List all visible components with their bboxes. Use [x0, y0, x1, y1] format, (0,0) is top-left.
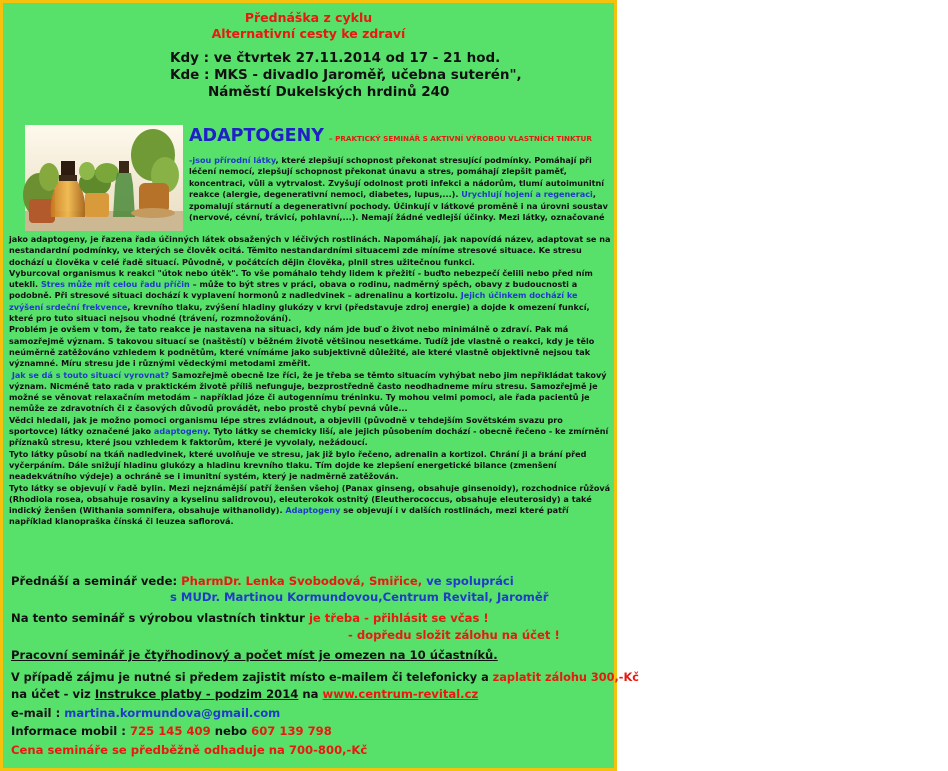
registration-line	[11, 611, 611, 626]
intro-paragraph	[189, 155, 613, 223]
registration-signup: je třeba - přihlásit se včas !	[308, 611, 489, 625]
booking-line	[11, 670, 639, 685]
payment-line	[11, 687, 611, 702]
article-body	[9, 234, 613, 528]
paragraph-7	[9, 483, 613, 528]
p2-highlight-1: Stres může mít celou řadu příčin	[40, 279, 190, 290]
p2-text-c: , krevního tlaku, zvýšení hladiny glukózy v krvi (představuje zdroj energie) a dojde k omezení funkcí, které pro tuto situaci nejsou vhodné (trávení, rozmnožování).	[9, 301, 590, 324]
paragraph-1: jako adaptogeny, je řazena řada účinných látek obsažených v léčivých rostlinách. Napomáhají, jak napovídá název, adaptovat se na nestandardní podmínky, ve kterých se člověk ocitá. Těmito nestandardními situacemi zde míníme stresové situace. Ke stresu dochází u člověka v celé řadě situací. Původně, v počátcích dějin člověka, plnil stres užitečnou funkci.	[9, 234, 611, 267]
registration-deposit: - dopředu složit zálohu na účet !	[348, 628, 560, 642]
lecturer-line	[11, 574, 611, 589]
herbal-tinctures-photo	[25, 125, 183, 231]
registration-text: Na tento seminář s výrobou vlastních tinktur	[11, 611, 309, 625]
p2-highlight-2: Jejich účinkem dochází ke zvýšení srdeční frekvence	[9, 290, 578, 312]
p7-text-b: se objevují i v dalších rostlinách, mezi které patří například klanopraška čínská či leuzea saflorová.	[9, 505, 569, 527]
p7-text-a: Tyto látky se objevují v řadě bylin. Mezi nejznámější patří ženšen všehoj (Panax ginseng, obsahuje ginsenoidy), rozchodnice růžová (Rhodiola rosea, obsahuje rosaviny a kyselinu salidrovou), eleuterokok ostnitý (Eleutherococcus, obsahuje eleuterosidy) a také indický ženšen (Withania somnifera, obsahuje withanolidy).	[9, 482, 611, 516]
article-heading	[189, 126, 617, 146]
paragraph-6: Tyto látky působí na tkáň nadledvinek, které uvolňuje ve stresu, jak již bylo řečeno, adrenalin a kortizol. Chrání ji a brání před vyčerpáním. Dále snižují hladinu glukózy a hladinu krevního tlaku. Tím dojde ke zlepšení energetické bilance (zmenšení neadekvátního výdeje) a ochráně se i imunitní systém, který je nadměrně zatěžován.	[9, 448, 587, 482]
email-link[interactable]: martina.kormundova@gmail.com	[64, 706, 281, 720]
phone-label: Informace mobil :	[11, 724, 130, 738]
p7-highlight: Adaptogeny	[285, 505, 341, 516]
phone-1[interactable]: 725 145 409	[129, 724, 211, 738]
p5-text-b: . Tyto látky se chemicky liší, ale jejich působením dochází - obecně řečeno - ke zmírnění příznaků stresu, které jsou vzhledem k faktorům, které je vyvolaly, nežádoucí.	[9, 426, 609, 448]
phone-2[interactable]: 607 139 798	[251, 724, 332, 738]
p5-highlight: adaptogeny	[153, 426, 208, 437]
p2-text-b: – může to být stres v práci, obava o rodinu, nadměrný spěch, obavy z budoucnosti a podobně. Při stresové situaci dochází k vyplavení hormonů z nadledvinek – adrenalinu a kortizolu.	[9, 279, 578, 301]
booking-deposit: zaplatit zálohu 300,-Kč	[492, 671, 639, 684]
paragraph-2	[9, 268, 613, 324]
lecturer-name: PharmDr. Lenka Svobodová, Smiřice,	[181, 574, 427, 588]
paragraph-5	[9, 415, 613, 449]
p4-text: Samozřejmě obecně lze říci, že je třeba se těmto situacím vyhýbat nebo jim nepřikládat takový význam. Nicméně tato rada v praktickém životě příliš nefunguje, bezprostředně často neodhadneme míru stresu. Samozřejmě je možné se věnovat relaxačním metodám – například józe či autogennímu tréninku. Ty mohou velmi pomoci, ale řada pacientů je nemůže ze zdravotních či z časových důvodů provádět, nebo prostě chybí pevná vůle...	[9, 369, 607, 414]
phone-line	[11, 724, 611, 739]
payment-text: na účet - viz	[11, 687, 95, 701]
p5-text-a: Vědci hledali, jak je možno pomoci organismu lépe stres zvládnout, a objevili (původně v tehdejším Sovětském svazu pro sportovce) látky označené jako	[9, 414, 563, 437]
phone-separator: nebo	[210, 724, 252, 738]
email-line	[11, 706, 611, 721]
lecturer-label: Přednáší a seminář vede:	[11, 574, 182, 588]
intro-lead: -jsou přírodní látky	[189, 155, 276, 165]
series-heading: Přednáška z cyklu	[244, 10, 373, 25]
paragraph-3: Problém je ovšem v tom, že tato reakce je nastavena na situaci, kdy nám jde buď o život nebo minimálně o zdraví. Pak má samozřejmě význam. S takovou situací se (naštěstí) v běžném životě většinou nesetkáme. Tudíž jde vlastně o reakci, kdy je tělo neúměrně zatěžováno vzhledem k podnětům, které vnímáme jako subjektivně důležité, ale které vlastně objektivně nejsou tak významné. Míru stresu jde i různými vědeckými metodami změřit.	[9, 324, 595, 369]
payment-on: na	[298, 687, 323, 701]
article-title: ADAPTOGENY	[189, 126, 324, 146]
p2-text-a: Vyburcoval organismus k reakci "útok nebo útěk". To vše pomáhalo tehdy lidem k přežití - buďto nebezpečí čelili nebo před ním utekli.	[9, 267, 593, 290]
website-link[interactable]: www.centrum-revital.cz	[322, 687, 479, 701]
payment-instructions-link[interactable]: Instrukce platby - podzim 2014	[94, 687, 299, 701]
email-label: e-mail :	[11, 706, 65, 720]
co-lecturer-line: s MUDr. Martinou Kormundovou,Centrum Revital, Jaroměř	[170, 590, 549, 604]
event-details	[170, 50, 522, 101]
price-estimate: Cena semináře se předběžně odhaduje na 700-800,-Kč	[11, 743, 368, 757]
intro-text-1: , které zlepšují schopnost překonat stresující podmínky. Pomáhají při léčení nemocí, zlepšují schopnost překonat únavu a stres, pomáhají zlepšit paměť, koncentraci, vůli a vytrvalost. Zvyšují odolnost proti infekci a nádorům, tlumí autoimunitní reakce (alergie, degenerativní nemoci, diabetes, lupus,...).	[189, 155, 605, 200]
series-name: Alternativní cesty ke zdraví	[211, 26, 406, 41]
event-venue: Kde : MKS - divadlo Jaroměř, učebna suterén",	[170, 67, 522, 83]
event-address: Náměstí Dukelských hrdinů 240	[208, 84, 450, 100]
lecturer-coop: ve spolupráci	[426, 574, 514, 588]
article-subtitle: – PRAKTICKÝ SEMINÁŘ S AKTIVNÍ VÝROBOU VLASTNÍCH TINKTUR	[328, 134, 592, 143]
event-date: Kdy : ve čtvrtek 27.11.2014 od 17 - 21 hod.	[170, 50, 501, 66]
capacity-notice: Pracovní seminář je čtyřhodinový a počet míst je omezen na 10 účastníků.	[11, 648, 498, 662]
p4-question: Jak se dá s touto situací vyrovnat?	[11, 369, 170, 380]
intro-highlight: Urychlují hojení a regeneraci	[461, 189, 593, 200]
intro-text-2: , zpomalují stárnutí a degenerativní pochody. Účinkují v látkové proměně i na úrovni soustav (nervové, cévní, trávicí, pohlavní,...). Nemají žádné vedlejší účinky. Mezi látky, označované	[189, 189, 608, 223]
booking-text: V případě zájmu je nutné si předem zajistit místo e-mailem či telefonicky a	[11, 671, 493, 684]
paragraph-4	[9, 370, 613, 415]
